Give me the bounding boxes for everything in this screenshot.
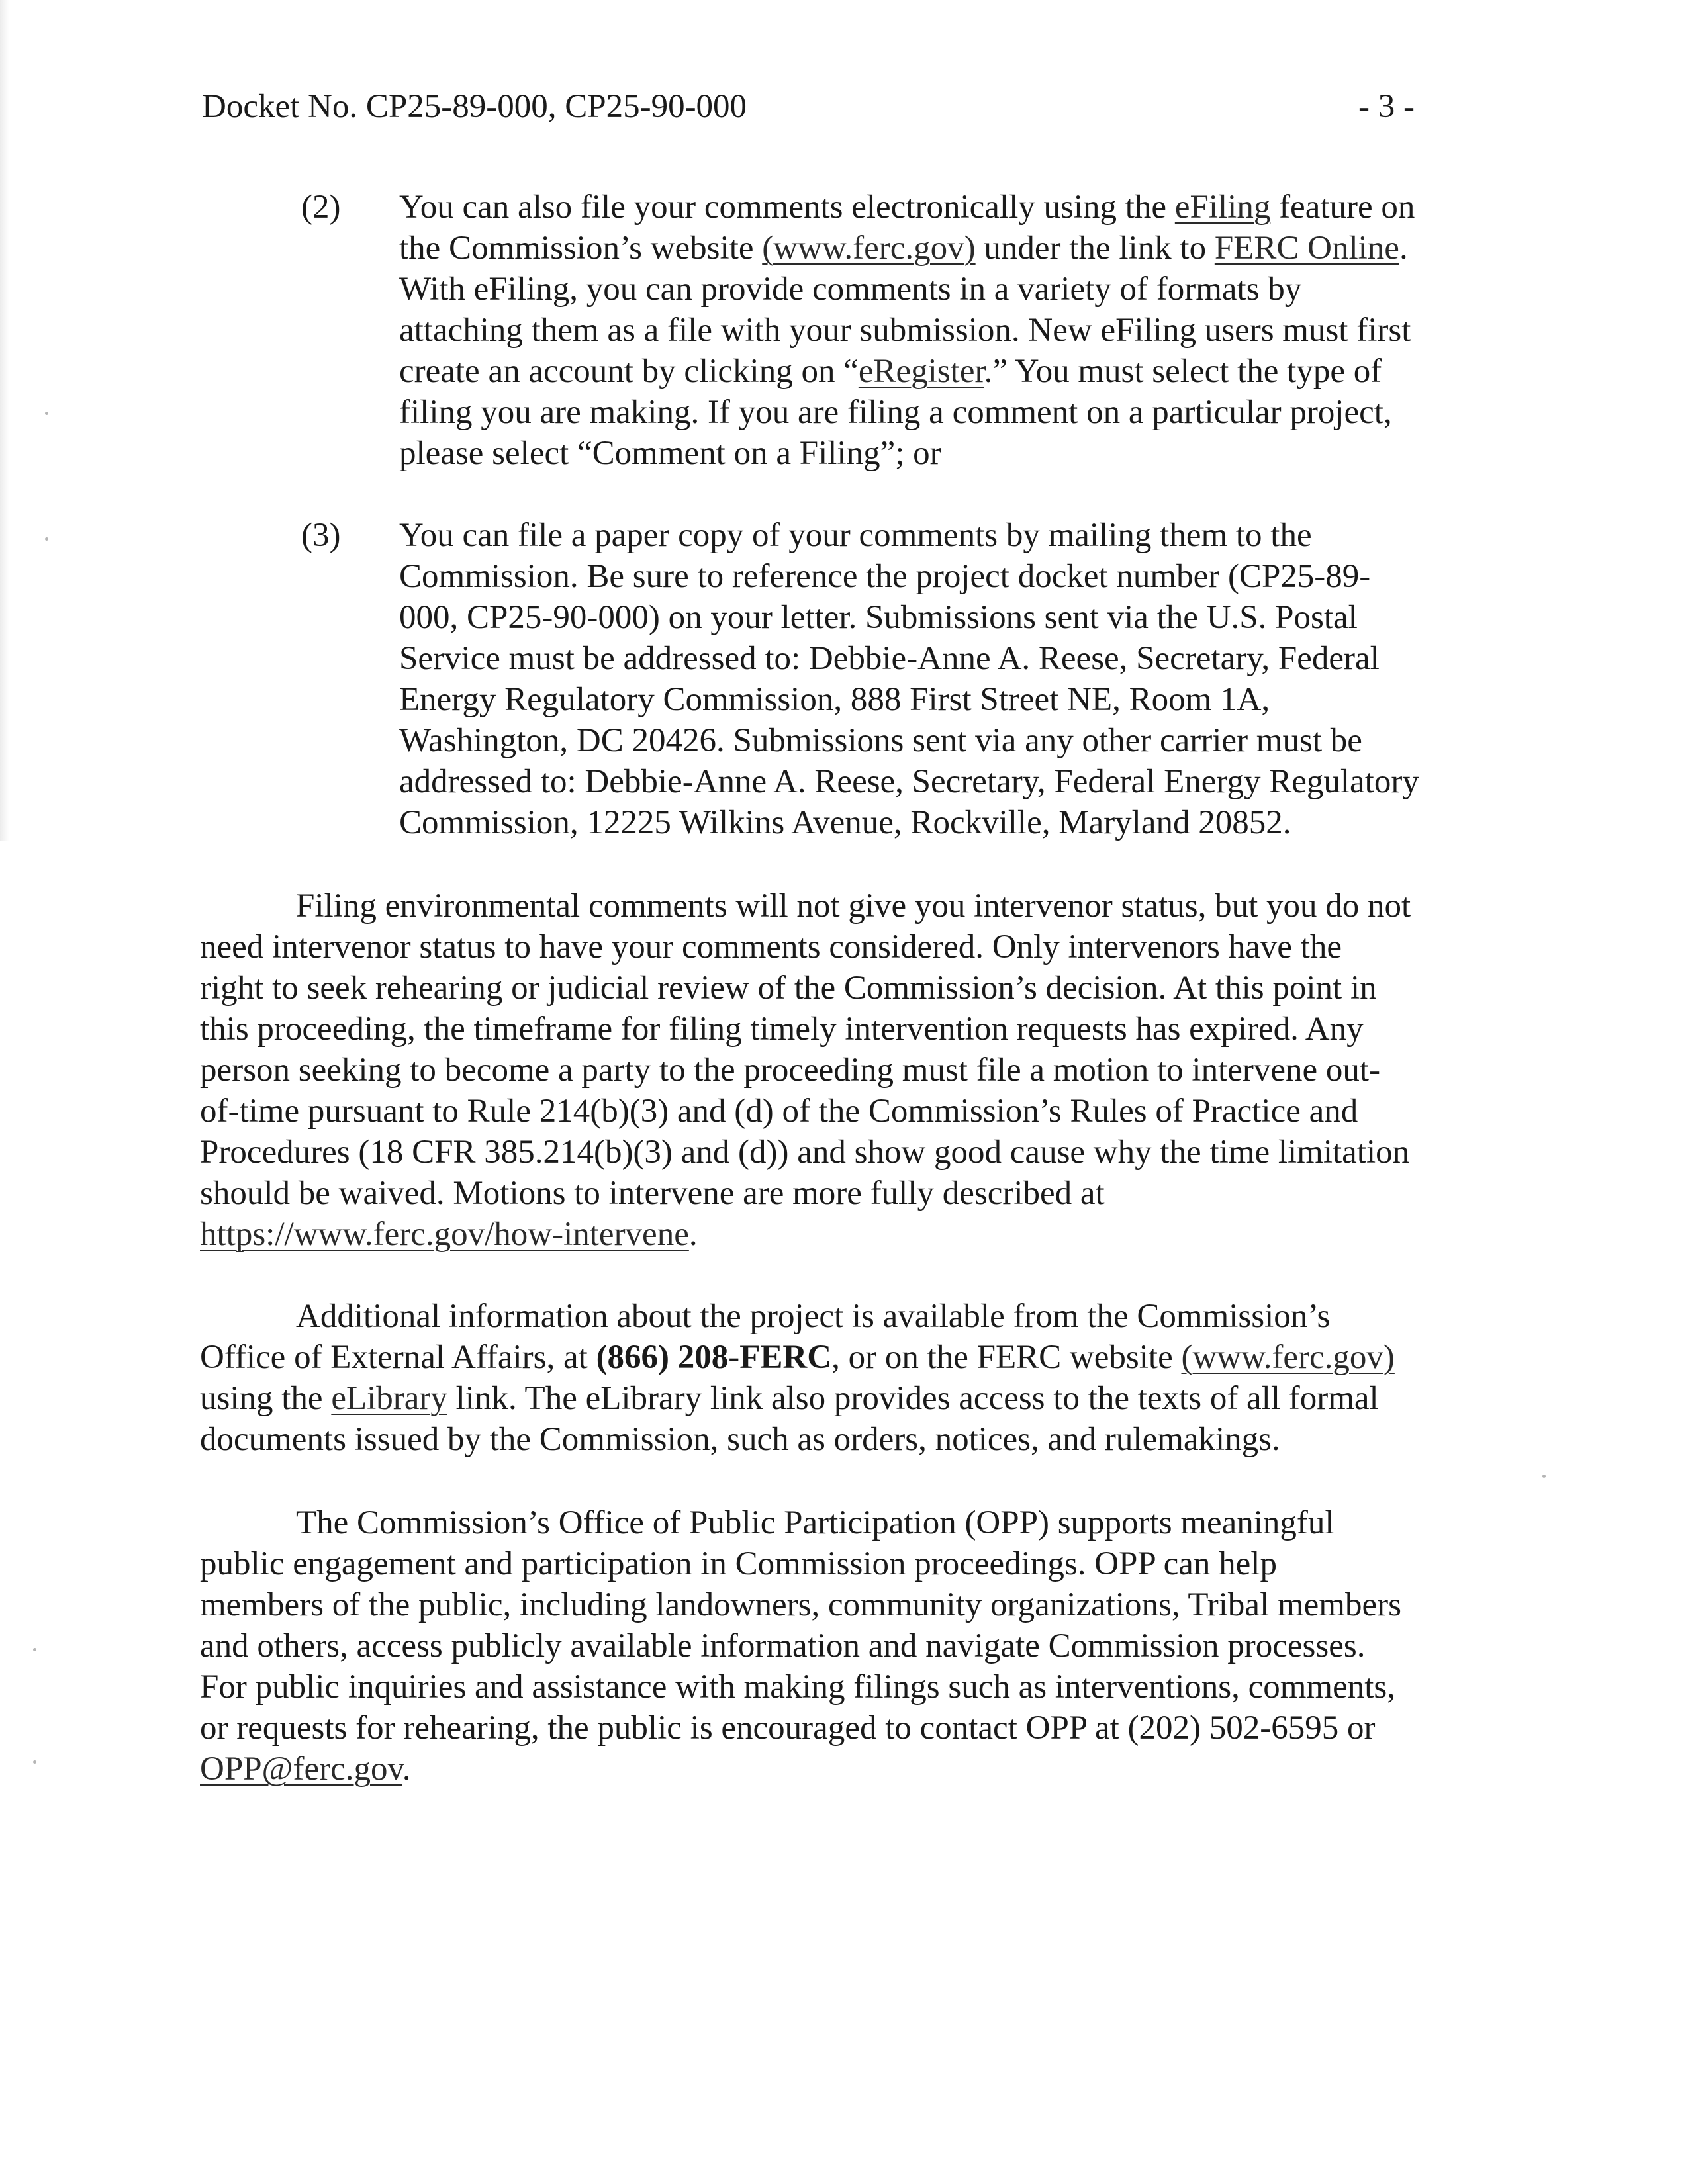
elibrary-link[interactable]: eLibrary [331, 1380, 447, 1417]
text-line: of-time pursuant to Rule 214(b)(3) and (d) of the Commission’s Rules of Practice and [200, 1093, 1358, 1130]
eregister-link[interactable]: eRegister [858, 353, 984, 390]
text-line: Office of External Affairs, at (866) 208-FERC, or on the FERC website (www.ferc.gov) [200, 1339, 1395, 1376]
text-line: and others, access publicly available information and navigate Commission processes. [200, 1627, 1366, 1664]
text-line: using the eLibrary link. The eLibrary link also provides access to the texts of all formal [200, 1380, 1379, 1417]
how-intervene-link[interactable]: https://www.ferc.gov/how-intervene [200, 1216, 689, 1253]
opp-email-link[interactable]: OPP@ferc.gov [200, 1751, 402, 1788]
text-line: create an account by clicking on “eRegister.” You must select the type of [399, 353, 1382, 390]
text-line: https://www.ferc.gov/how-intervene. [200, 1216, 698, 1253]
scan-speck [45, 412, 48, 415]
text-line: Additional information about the project is available from the Commission’s [296, 1298, 1331, 1335]
ferc-online-link[interactable]: FERC Online [1214, 230, 1399, 267]
text-line: attaching them as a file with your submission. New eFiling users must first [399, 312, 1411, 349]
text-line: documents issued by the Commission, such as orders, notices, and rulemakings. [200, 1421, 1280, 1458]
paragraph-intervenor-status [200, 886, 1497, 1255]
text-line: right to seek rehearing or judicial review of the Commission’s decision. At this point in [200, 970, 1377, 1007]
text-line: members of the public, including landowners, community organizations, Tribal members [200, 1586, 1401, 1623]
scan-speck [1542, 1475, 1546, 1478]
list-item-number: (2) [301, 189, 341, 226]
text-line: Procedures (18 CFR 385.214(b)(3) and (d)) and show good cause why the time limitation [200, 1134, 1410, 1171]
text-line: please select “Comment on a Filing”; or [399, 435, 941, 472]
list-item-efiling [399, 187, 1498, 474]
docket-header: Docket No. CP25-89-000, CP25-90-000 [202, 88, 747, 125]
text-line: Commission, 12225 Wilkins Avenue, Rockville, Maryland 20852. [399, 804, 1291, 841]
text-line: Washington, DC 20426. Submissions sent via any other carrier must be [399, 722, 1362, 759]
text-line: public engagement and participation in Commission proceedings. OPP can help [200, 1545, 1277, 1582]
scan-edge-shadow [0, 0, 9, 841]
scan-speck [33, 1648, 36, 1651]
text-line: Commission. Be sure to reference the project docket number (CP25-89- [399, 558, 1371, 595]
text-line: addressed to: Debbie-Anne A. Reese, Secretary, Federal Energy Regulatory [399, 763, 1419, 800]
text-line: 000, CP25-90-000) on your letter. Submissions sent via the U.S. Postal [399, 599, 1358, 636]
paragraph-opp [200, 1502, 1497, 1790]
ferc-website-link[interactable]: (www.ferc.gov) [1181, 1339, 1395, 1376]
list-item-number: (3) [301, 517, 341, 554]
text-line: The Commission’s Office of Public Participation (OPP) supports meaningful [296, 1504, 1335, 1541]
paragraph-additional-info [200, 1296, 1497, 1460]
text-line: Energy Regulatory Commission, 888 First Street NE, Room 1A, [399, 681, 1270, 718]
text-line: Filing environmental comments will not give you intervenor status, but you do not [296, 887, 1411, 925]
text-line: You can also file your comments electronically using the eFiling feature on [399, 189, 1415, 226]
ferc-website-link[interactable]: (www.ferc.gov) [762, 230, 976, 267]
efiling-link[interactable]: eFiling [1174, 189, 1271, 226]
list-item-paper-copy [399, 515, 1498, 843]
scan-speck [33, 1760, 36, 1764]
page-number: - 3 - [1358, 88, 1415, 125]
text-line: With eFiling, you can provide comments in a variety of formats by [399, 271, 1302, 308]
text-line: OPP@ferc.gov. [200, 1751, 411, 1788]
text-line: person seeking to become a party to the proceeding must file a motion to intervene out- [200, 1052, 1381, 1089]
text-line: need intervenor status to have your comments considered. Only intervenors have the [200, 929, 1342, 966]
text-line: the Commission’s website (www.ferc.gov) under the link to FERC Online. [399, 230, 1408, 267]
scan-speck [45, 537, 48, 541]
text-line: For public inquiries and assistance with making filings such as interventions, comments, [200, 1668, 1395, 1706]
text-line: Service must be addressed to: Debbie-Anne A. Reese, Secretary, Federal [399, 640, 1380, 677]
text-line: filing you are making. If you are filing a comment on a particular project, [399, 394, 1392, 431]
text-line: You can file a paper copy of your comments by mailing them to the [399, 517, 1312, 554]
text-line: should be waived. Motions to intervene are more fully described at [200, 1175, 1105, 1212]
text-line: or requests for rehearing, the public is encouraged to contact OPP at (202) 502-6595 or [200, 1709, 1376, 1747]
text-line: this proceeding, the timeframe for filing timely intervention requests has expired. Any [200, 1011, 1364, 1048]
phone-number: (866) 208-FERC [596, 1339, 832, 1376]
